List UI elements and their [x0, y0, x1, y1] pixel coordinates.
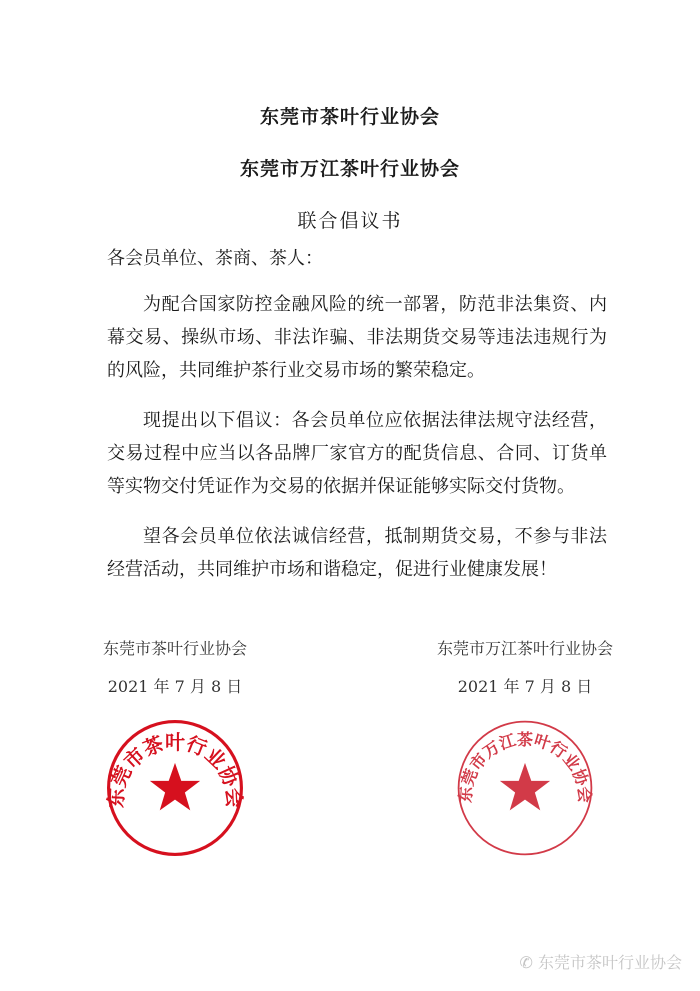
org1-title: 东莞市茶叶行业协会	[259, 106, 440, 128]
signature-date-right: 2021 年 7 月 8 日	[457, 677, 593, 696]
wechat-watermark	[519, 950, 682, 973]
svg-text:东莞市万江茶叶行业协会: 东莞市万江茶叶行业协会	[455, 729, 595, 804]
official-seal-left	[105, 718, 245, 858]
signature-date-left: 2021 年 7 月 8 日	[107, 677, 243, 696]
wechat-icon: ✆	[519, 953, 538, 972]
paragraph-1	[107, 288, 607, 387]
paragraph-2	[107, 404, 607, 503]
text-line: 望各会员单位依法诚信经营，抵制期货交易，不参与非法	[143, 526, 607, 547]
salutation: 各会员单位、茶商、茶人：	[107, 248, 323, 269]
paragraph-3	[107, 520, 607, 586]
signature-org-right: 东莞市万江茶叶行业协会	[436, 639, 613, 658]
watermark-text: 东莞市茶叶行业协会	[537, 953, 682, 972]
text-line: 幕交易、操纵市场、非法诈骗、非法期货交易等违法违规行为	[107, 327, 607, 348]
document-title: 联合倡议书	[297, 210, 403, 232]
signature-right	[350, 638, 700, 858]
org2-title: 东莞市万江茶叶行业协会	[239, 158, 460, 180]
text-line: 为配合国家防控金融风险的统一部署，防范非法集资、内	[143, 294, 607, 315]
text-line: 交易过程中应当以各品牌厂家官方的配货信息、合同、订货单	[107, 443, 607, 464]
signature-block	[0, 638, 700, 858]
text-line: 的风险，共同维护茶行业交易市场的繁荣稳定。	[107, 360, 485, 381]
text-line: 经营活动，共同维护市场和谐稳定，促进行业健康发展！	[107, 559, 557, 580]
text-line: 等实物交付凭证作为交易的依据并保证能够实际交付货物。	[107, 476, 575, 497]
text-line: 现提出以下倡议：各会员单位应依据法律法规守法经营，	[143, 410, 607, 431]
svg-text:东莞市茶叶行业协会: 东莞市茶叶行业协会	[105, 730, 245, 809]
official-seal-right	[455, 718, 595, 858]
signature-left	[0, 638, 350, 858]
signature-org-left: 东莞市茶叶行业协会	[102, 639, 247, 658]
